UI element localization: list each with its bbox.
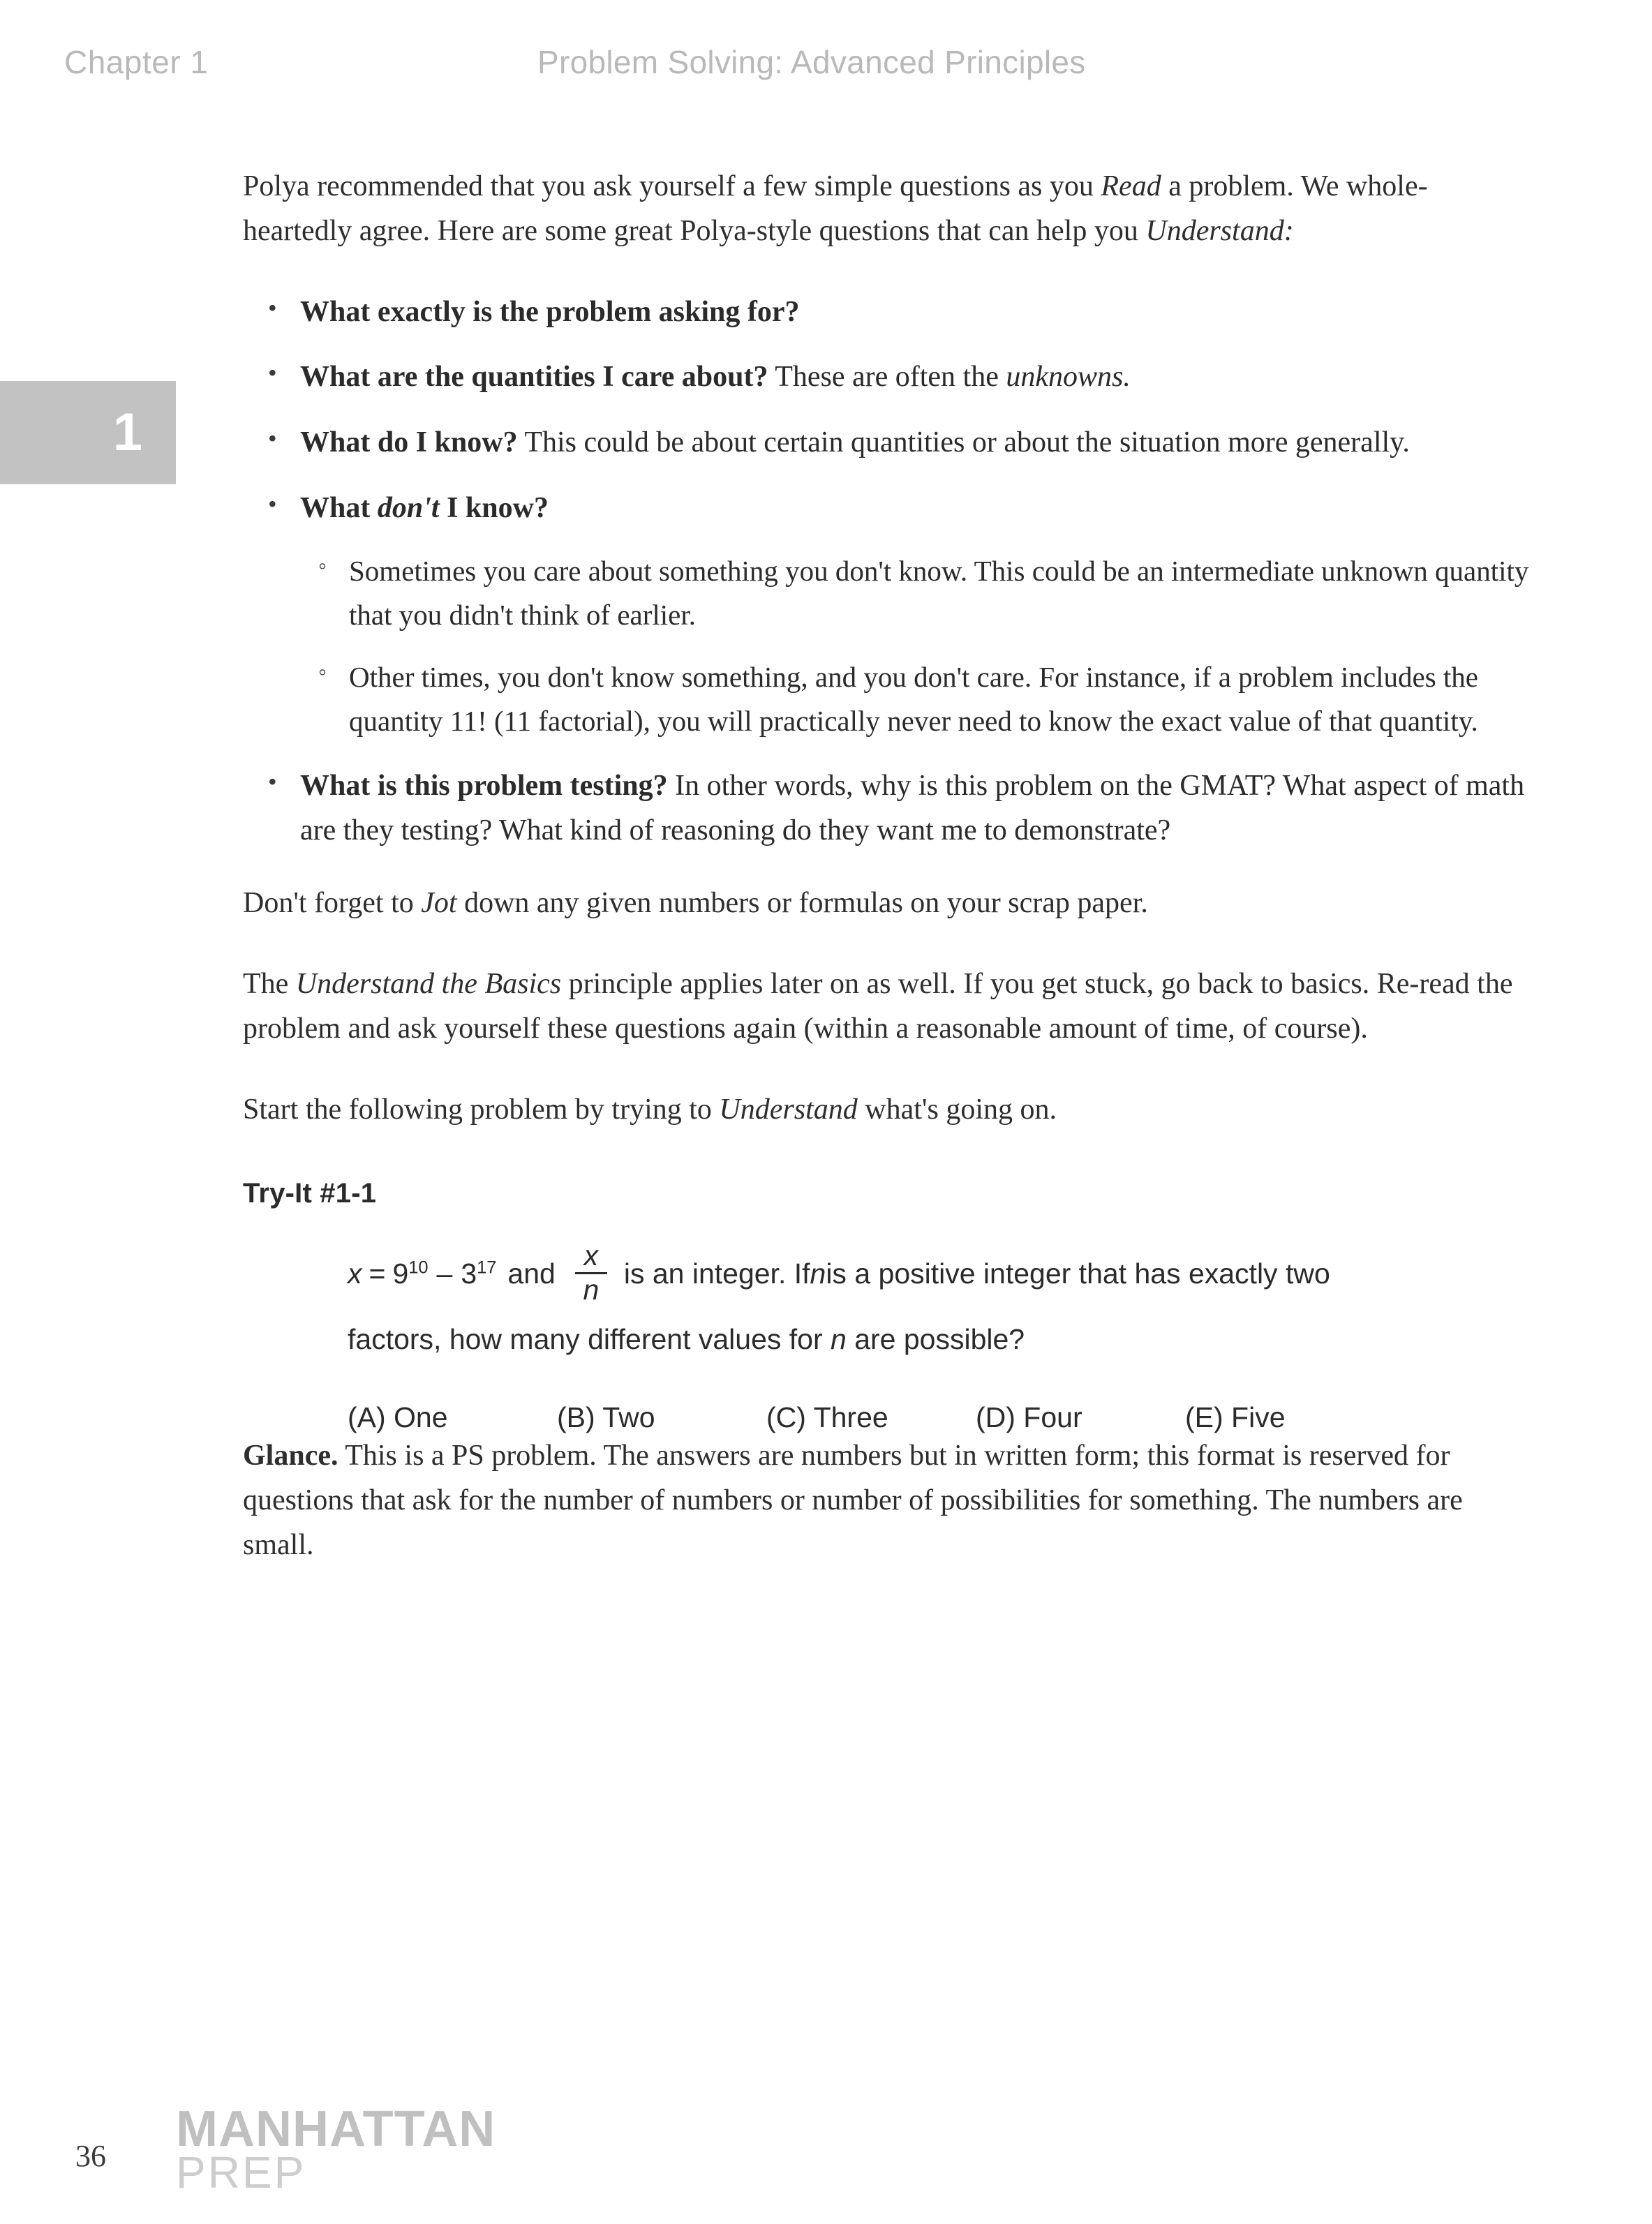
- bullet-5-bold: What is this problem testing?: [300, 770, 668, 803]
- polya-question-list: [243, 290, 1534, 853]
- fraction-denominator: n: [583, 1274, 600, 1306]
- list-item: ◦ Sometimes you care about something you don't know. This could be an intermediate unknown quantity that you didn't think of earlier.: [300, 549, 1534, 637]
- answer-choices: [348, 1401, 1534, 1434]
- chapter-label: Chapter 1: [64, 44, 209, 80]
- answer-choice-e[interactable]: (E) Five: [1185, 1401, 1286, 1434]
- bullet-2-italic-unknowns: unknowns.: [1006, 361, 1131, 394]
- basics-paragraph: [243, 962, 1534, 1052]
- list-item: [243, 486, 1534, 743]
- problem-statement: [348, 1241, 1534, 1362]
- problem-line1-var-n: n: [810, 1257, 826, 1290]
- bullet-3-rest: This could be about certain quantities or about the situation more generally.: [517, 426, 1410, 459]
- dont-know-sublist: [300, 549, 1534, 744]
- jot-italic: Jot: [421, 887, 457, 920]
- problem-exp2: 17: [477, 1257, 497, 1277]
- problem-equals: =: [369, 1257, 386, 1290]
- jot-part1: Don't forget to: [243, 887, 422, 920]
- running-title: Problem Solving: Advanced Principles: [537, 44, 1086, 80]
- list-item: [243, 421, 1534, 465]
- jot-paragraph: [243, 881, 1534, 926]
- page-content: [243, 165, 1534, 1604]
- problem-line-2: [348, 1316, 1534, 1362]
- problem-minus: –: [436, 1257, 453, 1290]
- start-paragraph: [243, 1088, 1534, 1133]
- start-part1: Start the following problem by trying to: [243, 1093, 720, 1126]
- list-item: [243, 290, 1534, 335]
- problem-var-x: x: [348, 1257, 362, 1290]
- bullet-4-bold-a: What: [300, 492, 378, 525]
- problem-base-9: [392, 1251, 428, 1297]
- glance-rest: This is a PS problem. The answers are numbers but in written form; this format is reserved for questions that ask for the number of numbers or number of possibilities for something. The numbers are small.: [243, 1440, 1463, 1562]
- bullet-4-bold-b: I know?: [439, 492, 549, 525]
- glance-paragraph: [243, 1434, 1534, 1567]
- logo-manhattan-text: MANHATTAN: [176, 2100, 496, 2157]
- answer-choice-d[interactable]: (D) Four: [976, 1401, 1082, 1434]
- fraction-numerator: x: [583, 1239, 599, 1272]
- basics-italic: Understand the Basics: [295, 967, 562, 1000]
- basics-part2: principle applies later on as well. If you get stuck, go back to basics. Re-read the problem and ask yourself these questions again (within a reasonable amount of time, of course).: [243, 967, 1513, 1045]
- list-item: ◦ Other times, you don't know something, and you don't care. For instance, if a problem includes the quantity 11! (11 factorial), you will practically never need to know the exact value of that quantity.: [300, 655, 1534, 743]
- intro-italic-read: Read: [1101, 170, 1161, 202]
- answer-choice-b[interactable]: (B) Two: [557, 1401, 655, 1434]
- problem-exp1: 10: [408, 1257, 429, 1277]
- bullet-2-bold: What are the quantities I care about?: [300, 361, 768, 394]
- intro-text-part1: Polya recommended that you ask yourself a few simple questions as you: [243, 170, 1101, 202]
- start-part2: what's going on.: [857, 1093, 1057, 1126]
- bullet-3-bold: What do I know?: [300, 426, 518, 459]
- page-footer: [0, 2070, 1652, 2224]
- bullet-4-bold-italic-dont: don't: [377, 492, 440, 525]
- tryit-heading: Try-It #1-1: [243, 1178, 377, 1209]
- intro-paragraph: [243, 165, 1534, 254]
- manhattan-prep-logo: [176, 2100, 496, 2198]
- bullet-2-rest: These are often the: [768, 361, 1006, 394]
- problem-line2-b: are possible?: [846, 1323, 1025, 1356]
- intro-text-part2: a problem. We whole-heartedly agree. Here are some great Polya-style questions that can help you: [243, 170, 1428, 247]
- problem-line-1: [348, 1241, 1534, 1305]
- page-number: 36: [75, 2139, 106, 2173]
- glance-bold-lead: Glance.: [243, 1440, 338, 1472]
- problem-line2-a: factors, how many different values for: [348, 1323, 831, 1356]
- basics-part1: The: [243, 967, 296, 1000]
- chapter-thumb-tab: [0, 381, 176, 484]
- chapter-tab-number: 1: [112, 403, 142, 462]
- start-italic-understand: Understand: [719, 1093, 858, 1126]
- fraction-x-over-n: [575, 1241, 607, 1305]
- list-item: [243, 764, 1534, 853]
- problem-base2-digit: 3: [461, 1257, 477, 1290]
- problem-line1-tail-a: is an integer. If: [623, 1257, 810, 1290]
- problem-line2-var-n: n: [831, 1323, 847, 1356]
- problem-base1-digit: 9: [392, 1257, 409, 1290]
- bullet-1-bold: What exactly is the problem asking for?: [300, 295, 800, 328]
- running-head: [0, 43, 1652, 99]
- problem-and-word: and: [507, 1257, 556, 1290]
- answer-choice-c[interactable]: (C) Three: [766, 1401, 888, 1434]
- answer-choice-a[interactable]: (A) One: [348, 1401, 448, 1434]
- bullet-5-rest: In other words, why is this problem on the GMAT? What aspect of math are they testing? What kind of reasoning do they want me to demonstrate?: [300, 770, 1525, 847]
- problem-base-3: [461, 1251, 496, 1297]
- problem-line1-tail-b: is a positive integer that has exactly two: [826, 1257, 1330, 1290]
- intro-italic-understand: Understand:: [1145, 214, 1294, 247]
- list-item: [243, 355, 1534, 400]
- logo-prep-text: PREP: [176, 2147, 306, 2198]
- jot-part2: down any given numbers or formulas on your scrap paper.: [456, 887, 1148, 920]
